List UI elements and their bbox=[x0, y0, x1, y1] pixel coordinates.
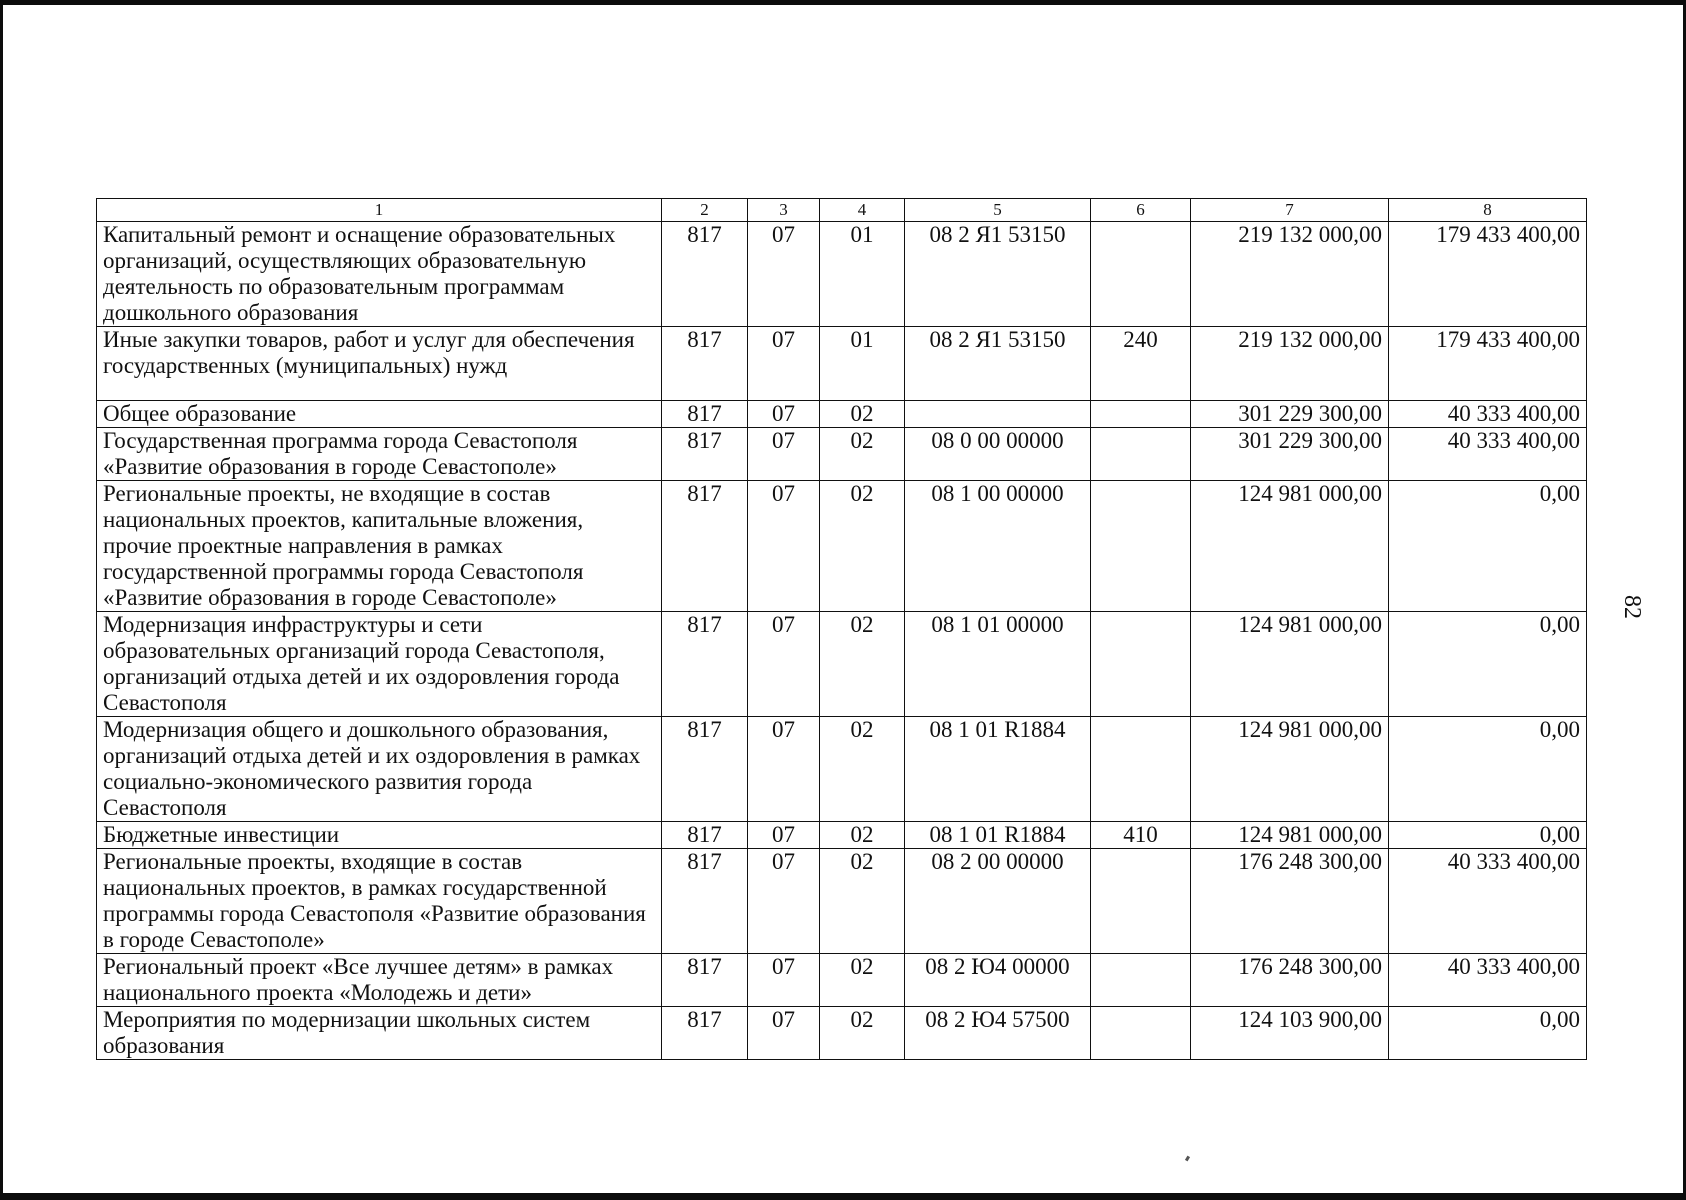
cell-section: 07 bbox=[748, 222, 820, 327]
cell-grbs: 817 bbox=[662, 327, 748, 401]
cell-subsection: 02 bbox=[820, 481, 905, 612]
cell-grbs: 817 bbox=[662, 401, 748, 428]
cell-name: Региональные проекты, входящие в состав национальных проектов, в рамках государственной программы города Севастополя «Развитие образования в городе Севастополе» bbox=[97, 849, 662, 954]
cell-target-article: 08 2 Ю4 57500 bbox=[905, 1007, 1091, 1060]
column-header-3: 3 bbox=[748, 199, 820, 222]
cell-name: Мероприятия по модернизации школьных систем образования bbox=[97, 1007, 662, 1060]
header-row bbox=[97, 199, 1587, 222]
cell-target-article: 08 1 01 00000 bbox=[905, 612, 1091, 717]
cell-subsection: 02 bbox=[820, 822, 905, 849]
cell-grbs: 817 bbox=[662, 1007, 748, 1060]
cell-subsection: 02 bbox=[820, 849, 905, 954]
table-row bbox=[97, 222, 1587, 327]
cell-section: 07 bbox=[748, 327, 820, 401]
column-header-5: 5 bbox=[905, 199, 1091, 222]
cell-expense-type: 240 bbox=[1091, 327, 1191, 401]
cell-amount-2: 0,00 bbox=[1389, 481, 1587, 612]
cell-amount-2: 179 433 400,00 bbox=[1389, 327, 1587, 401]
cell-section: 07 bbox=[748, 954, 820, 1007]
cell-target-article: 08 2 Я1 53150 bbox=[905, 222, 1091, 327]
cell-subsection: 02 bbox=[820, 717, 905, 822]
cell-grbs: 817 bbox=[662, 822, 748, 849]
cell-expense-type bbox=[1091, 954, 1191, 1007]
cell-amount-1: 124 981 000,00 bbox=[1191, 822, 1389, 849]
cell-expense-type bbox=[1091, 717, 1191, 822]
cell-grbs: 817 bbox=[662, 717, 748, 822]
cell-amount-2: 0,00 bbox=[1389, 717, 1587, 822]
cell-grbs: 817 bbox=[662, 849, 748, 954]
cell-amount-2: 40 333 400,00 bbox=[1389, 428, 1587, 481]
cell-target-article: 08 2 00 00000 bbox=[905, 849, 1091, 954]
cell-amount-2: 40 333 400,00 bbox=[1389, 849, 1587, 954]
cell-name: Общее образование bbox=[97, 401, 662, 428]
table-row bbox=[97, 481, 1587, 612]
cell-amount-1: 124 981 000,00 bbox=[1191, 481, 1389, 612]
cell-grbs: 817 bbox=[662, 222, 748, 327]
budget-table bbox=[96, 198, 1587, 1060]
cell-amount-1: 124 981 000,00 bbox=[1191, 612, 1389, 717]
cell-amount-1: 176 248 300,00 bbox=[1191, 954, 1389, 1007]
cell-amount-1: 219 132 000,00 bbox=[1191, 222, 1389, 327]
cell-subsection: 02 bbox=[820, 1007, 905, 1060]
cell-subsection: 02 bbox=[820, 612, 905, 717]
cell-section: 07 bbox=[748, 401, 820, 428]
column-header-4: 4 bbox=[820, 199, 905, 222]
cell-amount-2: 0,00 bbox=[1389, 612, 1587, 717]
cell-section: 07 bbox=[748, 849, 820, 954]
column-header-6: 6 bbox=[1091, 199, 1191, 222]
cell-name: Региональные проекты, не входящие в состав национальных проектов, капитальные вложения, прочие проектные направления в рамках государственной программы города Севастополя «Развитие образования в городе Севастополе» bbox=[97, 481, 662, 612]
cell-name: Иные закупки товаров, работ и услуг для обеспечения государственных (муниципальных) нужд bbox=[97, 327, 662, 401]
scan-border-left bbox=[0, 0, 3, 1200]
cell-amount-2: 179 433 400,00 bbox=[1389, 222, 1587, 327]
cell-target-article: 08 0 00 00000 bbox=[905, 428, 1091, 481]
table-body bbox=[97, 222, 1587, 1060]
table-row bbox=[97, 428, 1587, 481]
cell-name: Капитальный ремонт и оснащение образовательных организаций, осуществляющих образовательную деятельность по образовательным программам дошкольного образования bbox=[97, 222, 662, 327]
table-row bbox=[97, 612, 1587, 717]
page-number: 82 bbox=[1619, 595, 1645, 619]
cell-target-article: 08 1 00 00000 bbox=[905, 481, 1091, 612]
cell-amount-2: 0,00 bbox=[1389, 822, 1587, 849]
cell-section: 07 bbox=[748, 428, 820, 481]
scan-border-bottom bbox=[0, 1193, 1686, 1200]
cell-expense-type bbox=[1091, 849, 1191, 954]
cell-grbs: 817 bbox=[662, 481, 748, 612]
cell-amount-1: 124 981 000,00 bbox=[1191, 717, 1389, 822]
cell-amount-2: 40 333 400,00 bbox=[1389, 954, 1587, 1007]
cell-section: 07 bbox=[748, 1007, 820, 1060]
cell-expense-type: 410 bbox=[1091, 822, 1191, 849]
cell-name: Региональный проект «Все лучшее детям» в рамках национального проекта «Молодежь и дети» bbox=[97, 954, 662, 1007]
cell-grbs: 817 bbox=[662, 428, 748, 481]
table-row bbox=[97, 1007, 1587, 1060]
cell-subsection: 01 bbox=[820, 327, 905, 401]
cell-expense-type bbox=[1091, 612, 1191, 717]
cell-amount-2: 0,00 bbox=[1389, 1007, 1587, 1060]
table-row bbox=[97, 822, 1587, 849]
cell-name: Бюджетные инвестиции bbox=[97, 822, 662, 849]
cell-expense-type bbox=[1091, 428, 1191, 481]
table-row bbox=[97, 401, 1587, 428]
table-row bbox=[97, 717, 1587, 822]
cell-expense-type bbox=[1091, 481, 1191, 612]
cell-target-article: 08 1 01 R1884 bbox=[905, 717, 1091, 822]
cell-amount-1: 301 229 300,00 bbox=[1191, 401, 1389, 428]
cell-name: Государственная программа города Севастополя «Развитие образования в городе Севастополе» bbox=[97, 428, 662, 481]
cell-target-article bbox=[905, 401, 1091, 428]
table-row bbox=[97, 849, 1587, 954]
cell-subsection: 01 bbox=[820, 222, 905, 327]
cell-amount-1: 176 248 300,00 bbox=[1191, 849, 1389, 954]
cell-amount-1: 301 229 300,00 bbox=[1191, 428, 1389, 481]
table-row bbox=[97, 327, 1587, 401]
cell-subsection: 02 bbox=[820, 428, 905, 481]
cell-section: 07 bbox=[748, 612, 820, 717]
cell-subsection: 02 bbox=[820, 954, 905, 1007]
cell-grbs: 817 bbox=[662, 612, 748, 717]
cell-name: Модернизация общего и дошкольного образования, организаций отдыха детей и их оздоровления в рамках социально-экономического развития города Севастополя bbox=[97, 717, 662, 822]
scan-speck bbox=[1185, 1156, 1190, 1162]
column-header-1: 1 bbox=[97, 199, 662, 222]
cell-section: 07 bbox=[748, 822, 820, 849]
cell-expense-type bbox=[1091, 222, 1191, 327]
cell-section: 07 bbox=[748, 717, 820, 822]
column-header-2: 2 bbox=[662, 199, 748, 222]
cell-expense-type bbox=[1091, 1007, 1191, 1060]
cell-amount-1: 124 103 900,00 bbox=[1191, 1007, 1389, 1060]
cell-target-article: 08 2 Я1 53150 bbox=[905, 327, 1091, 401]
cell-amount-2: 40 333 400,00 bbox=[1389, 401, 1587, 428]
cell-name: Модернизация инфраструктуры и сети образовательных организаций города Севастополя, организаций отдыха детей и их оздоровления города Севастополя bbox=[97, 612, 662, 717]
column-header-7: 7 bbox=[1191, 199, 1389, 222]
scan-border-top bbox=[0, 0, 1686, 5]
cell-expense-type bbox=[1091, 401, 1191, 428]
cell-target-article: 08 1 01 R1884 bbox=[905, 822, 1091, 849]
cell-amount-1: 219 132 000,00 bbox=[1191, 327, 1389, 401]
cell-grbs: 817 bbox=[662, 954, 748, 1007]
cell-section: 07 bbox=[748, 481, 820, 612]
column-header-8: 8 bbox=[1389, 199, 1587, 222]
cell-subsection: 02 bbox=[820, 401, 905, 428]
cell-target-article: 08 2 Ю4 00000 bbox=[905, 954, 1091, 1007]
table-row bbox=[97, 954, 1587, 1007]
